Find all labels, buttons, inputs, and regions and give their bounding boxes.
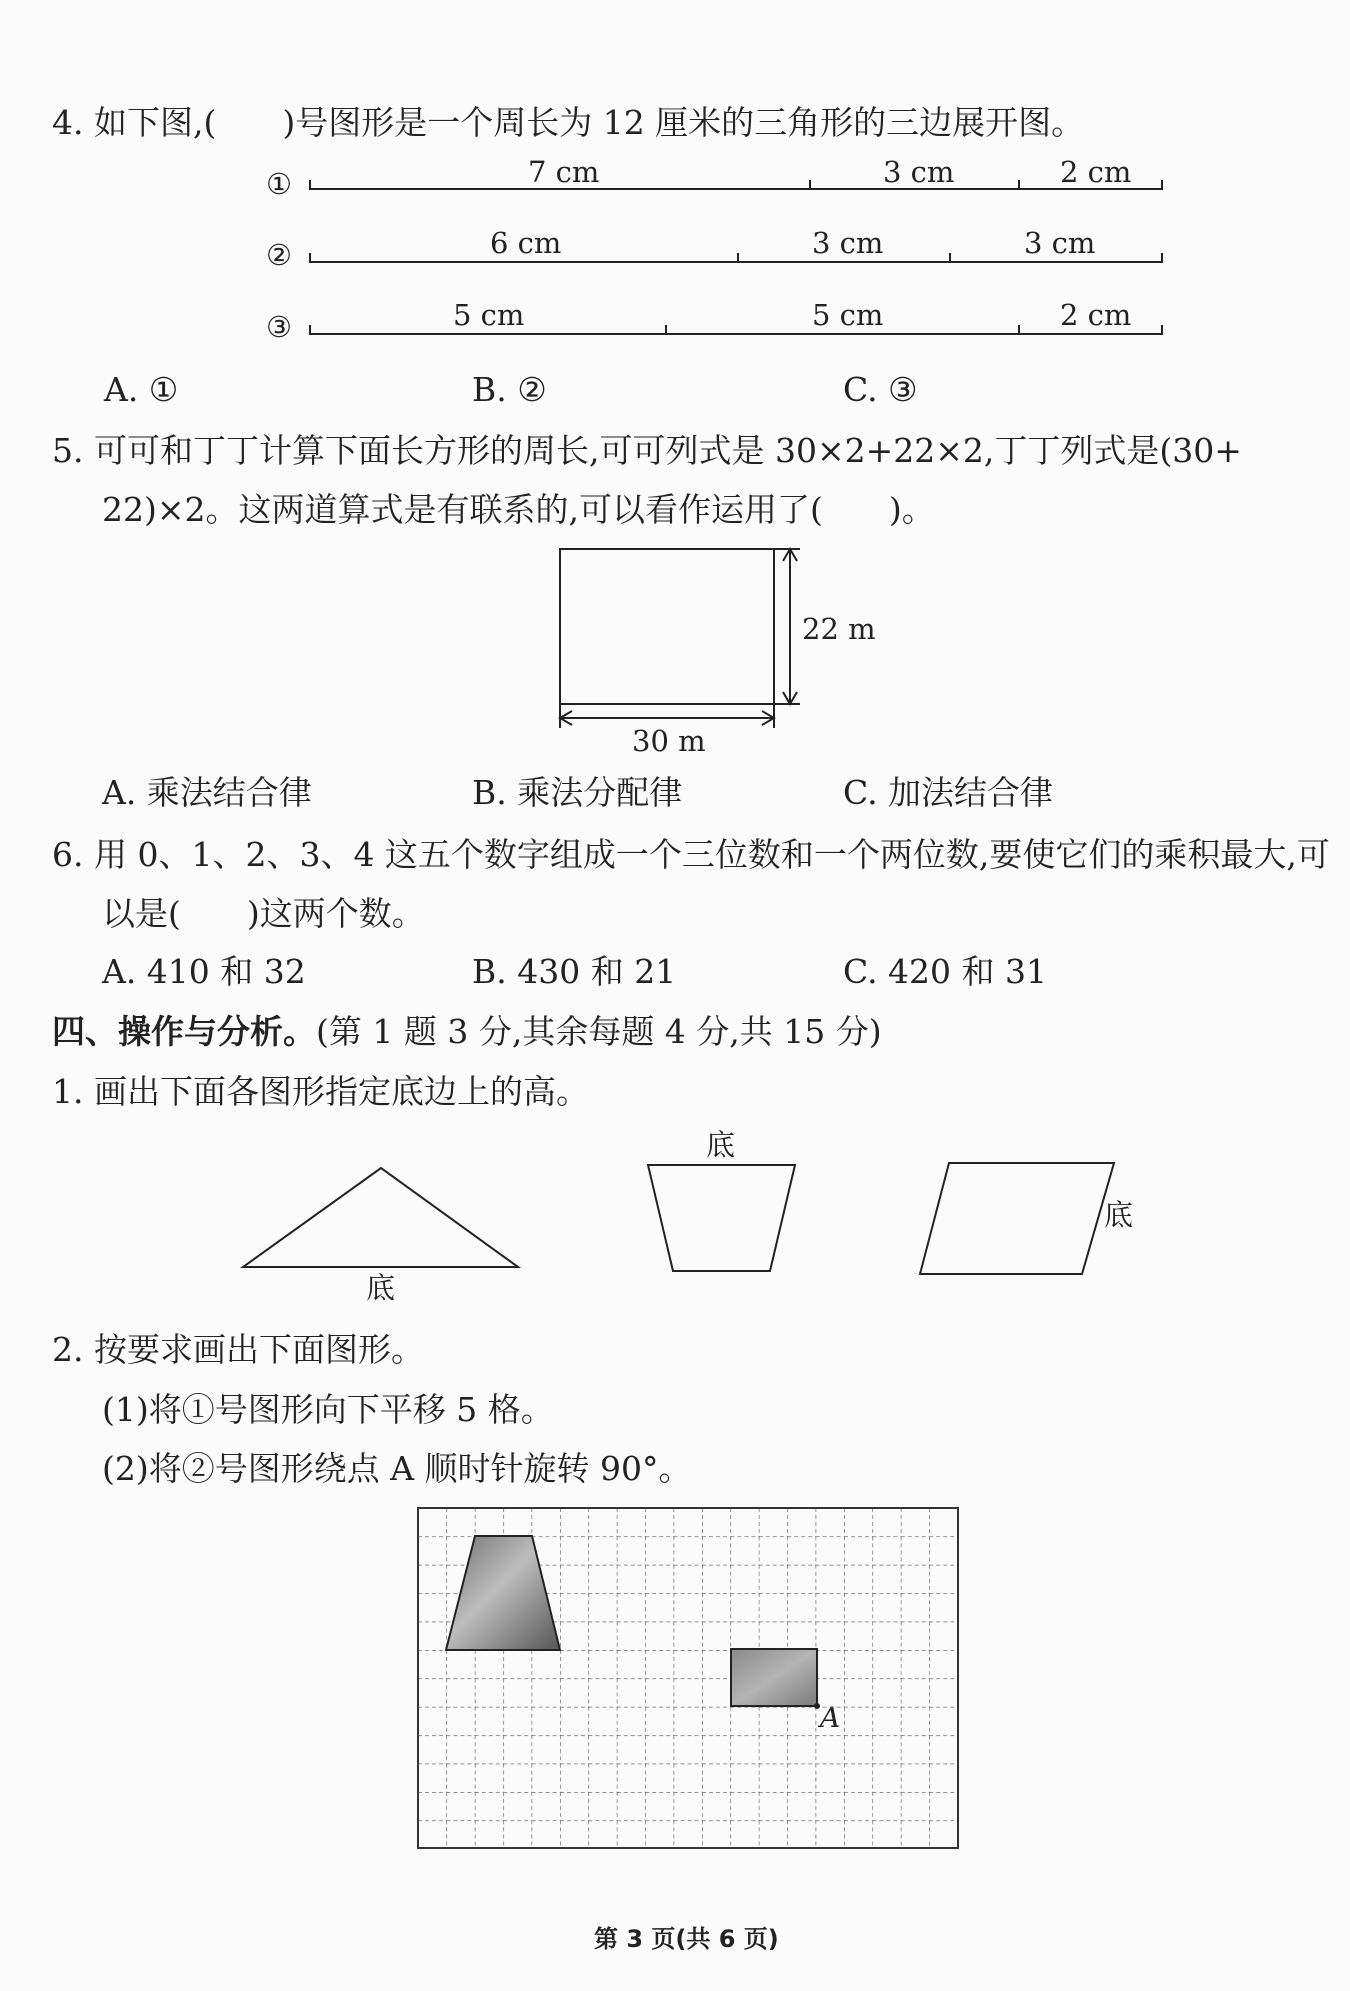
q4-segment-line-1	[310, 180, 1162, 190]
point-a	[814, 1703, 820, 1709]
q4-line2-seg3: 3 cm	[1024, 226, 1096, 260]
trapezoid-base-label: 底	[706, 1128, 736, 1162]
s4q2-stem: 2. 按要求画出下面图形。	[52, 1330, 424, 1369]
q4-segment-line-3	[310, 325, 1162, 335]
q4-segment-line-2	[310, 253, 1162, 263]
parallelogram-base-label: 底	[1104, 1198, 1134, 1232]
q4-line2-seg1: 6 cm	[490, 226, 562, 260]
q5-stem-line1: 5. 可可和丁丁计算下面长方形的周长,可可列式是 30×2+22×2,丁丁列式是(30+	[52, 431, 1242, 470]
s4q2-sub2: (2)将②号图形绕点 A 顺时针旋转 90°。	[102, 1449, 692, 1488]
q5-height-label: 22 m	[802, 612, 876, 646]
s4q1-stem: 1. 画出下面各图形指定底边上的高。	[52, 1072, 589, 1111]
q4-line2-marker: ②	[266, 238, 292, 272]
q6-option-a: A. 410 和 32	[102, 952, 306, 991]
s4q2-sub1: (1)将①号图形向下平移 5 格。	[102, 1390, 554, 1429]
parallelogram-shape	[920, 1163, 1114, 1274]
q5-rectangle	[560, 549, 800, 728]
q6-option-c: C. 420 和 31	[843, 952, 1048, 991]
q6-stem-line2: 以是( )这两个数。	[102, 894, 425, 933]
q5-stem-line2: 22)×2。这两道算式是有联系的,可以看作运用了( )。	[102, 490, 935, 529]
q6-option-b: B. 430 和 21	[472, 952, 677, 991]
triangle-base-label: 底	[366, 1271, 396, 1305]
q4-line3-seg2: 5 cm	[812, 298, 884, 332]
triangle-shape	[243, 1168, 518, 1267]
q4-line2-seg2: 3 cm	[812, 226, 884, 260]
q5-option-b: B. 乘法分配律	[472, 773, 683, 812]
page-footer: 第 3 页(共 6 页)	[594, 1925, 779, 1953]
q4-option-b: B. ②	[472, 370, 547, 409]
q4-line3-seg3: 2 cm	[1060, 298, 1132, 332]
q4-line1-marker: ①	[266, 167, 292, 201]
q4-line3-marker: ③	[266, 310, 292, 344]
section4-note: (第 1 题 3 分,其余每题 4 分,共 15 分)	[316, 1012, 882, 1051]
shape2-rectangle	[731, 1649, 817, 1706]
q4-line1-seg3: 2 cm	[1060, 155, 1132, 189]
q4-line1-seg2: 3 cm	[883, 155, 955, 189]
q6-stem-line1: 6. 用 0、1、2、3、4 这五个数字组成一个三位数和一个两位数,要使它们的乘积最大,可	[52, 835, 1330, 874]
section4-title: 四、操作与分析。	[52, 1012, 316, 1051]
q5-width-label: 30 m	[632, 724, 706, 758]
q4-stem: 4. 如下图,( )号图形是一个周长为 12 厘米的三角形的三边展开图。	[52, 103, 1085, 142]
q4-line3-seg1: 5 cm	[453, 298, 525, 332]
q4-option-c: C. ③	[843, 370, 918, 409]
q4-line1-seg1: 7 cm	[528, 155, 600, 189]
q5-option-c: C. 加法结合律	[843, 773, 1054, 812]
trapezoid-shape	[648, 1165, 795, 1271]
q4-option-a: A. ①	[104, 370, 179, 409]
q5-option-a: A. 乘法结合律	[102, 773, 312, 812]
